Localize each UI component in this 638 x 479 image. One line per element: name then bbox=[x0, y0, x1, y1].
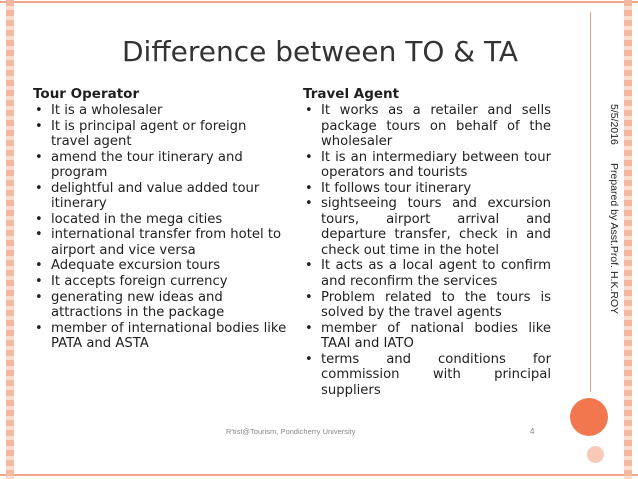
slide-date-container bbox=[608, 104, 622, 144]
list-item: • It is principal agent or foreign travel agent bbox=[33, 119, 288, 150]
list-item: • It accepts foreign currency bbox=[33, 274, 288, 290]
sidebar-divider bbox=[590, 12, 591, 392]
list-item: • It follows tour itinerary bbox=[303, 181, 551, 197]
tour-operator-column bbox=[33, 86, 288, 352]
slide-author: Prepared by Asst.Prof. H.K.ROY bbox=[608, 163, 620, 315]
list-item: • Problem related to the tours is solved by the travel agents bbox=[303, 290, 551, 321]
travel-agent-heading: Travel Agent bbox=[303, 86, 400, 102]
list-item: • It is a wholesaler bbox=[33, 103, 288, 119]
slide-date: 5/5/2016 bbox=[608, 104, 620, 145]
list-item: • sightseeing tours and excursion tours, airport arrival and departure transfer, check in and check out time in the hotel bbox=[303, 196, 551, 258]
list-item: • terms and conditions for commission with principal suppliers bbox=[303, 352, 551, 399]
slide-page-number: 4 bbox=[530, 427, 535, 436]
list-item: • delightful and value added tour itinerary bbox=[33, 181, 288, 212]
right-decorative-border bbox=[624, 0, 632, 479]
list-item: • It acts as a local agent to confirm and reconfirm the services bbox=[303, 258, 551, 289]
list-item: • amend the tour itinerary and program bbox=[33, 150, 288, 181]
list-item: • It is an intermediary between tour operators and tourists bbox=[303, 150, 551, 181]
top-border-line bbox=[0, 1, 638, 3]
tour-operator-list bbox=[33, 103, 288, 352]
tour-operator-heading: Tour Operator bbox=[33, 86, 140, 102]
list-item: • member of national bodies like TAAI and IATO bbox=[303, 321, 551, 352]
list-item: • Adequate excursion tours bbox=[33, 258, 288, 274]
slide-author-container bbox=[608, 163, 622, 333]
slide-title: Difference between TO & TA bbox=[122, 35, 519, 68]
light-circle-decoration bbox=[587, 446, 604, 463]
left-decorative-border bbox=[6, 0, 14, 479]
travel-agent-list bbox=[303, 103, 551, 398]
list-item: • international transfer from hotel to airport and vice versa bbox=[33, 227, 288, 258]
list-item: • It works as a retailer and sells package tours on behalf of the wholesaler bbox=[303, 103, 551, 150]
travel-agent-column bbox=[303, 86, 551, 398]
list-item: • generating new ideas and attractions in the package bbox=[33, 290, 288, 321]
slide-footer-text: R'tist@Tourism, Pondicherry University bbox=[226, 427, 356, 436]
list-item: • located in the mega cities bbox=[33, 212, 288, 228]
orange-circle-decoration bbox=[570, 398, 608, 436]
bottom-border-line bbox=[0, 474, 638, 476]
list-item: • member of international bodies like PATA and ASTA bbox=[33, 321, 288, 352]
